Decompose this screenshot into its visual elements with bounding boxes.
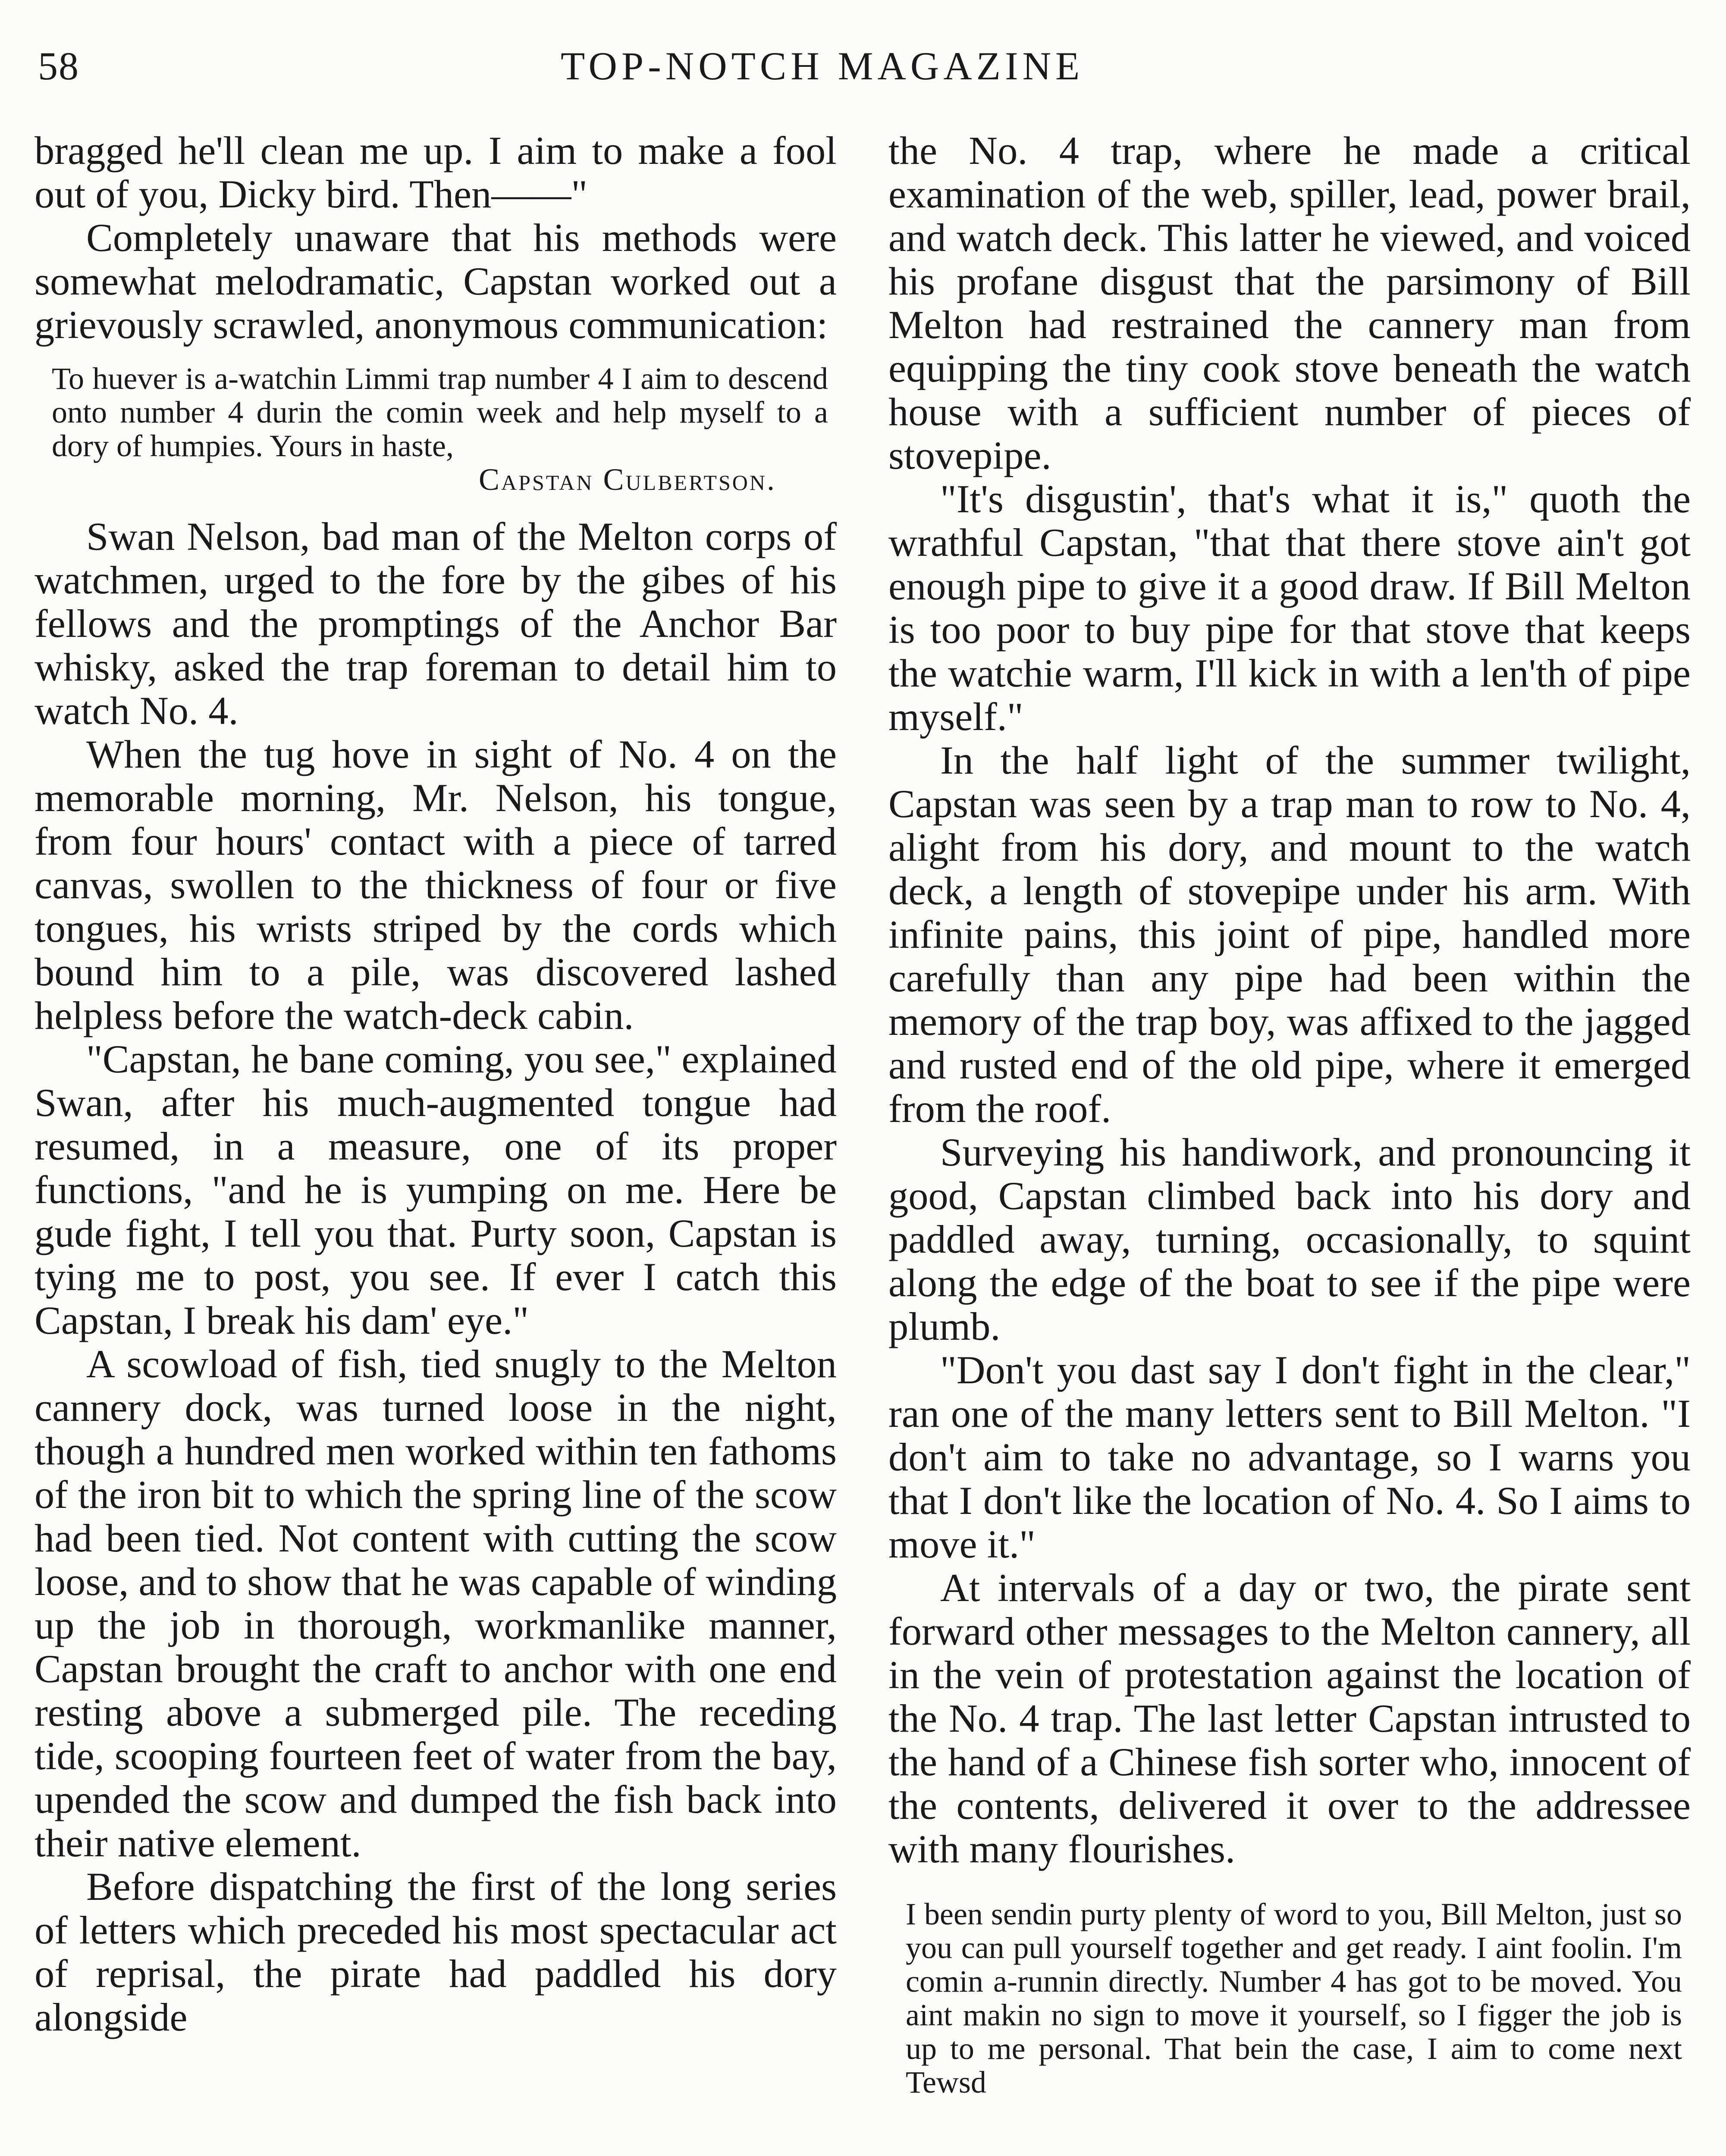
left-column — [35, 129, 837, 2040]
paragraph: "Don't you dast say I don't fight in the clear," ran one of the many letters sent to Bill Melton. "I don't aim to take no advantage, so I warns you that I don't like the location of No. 4. So I aims to move it." — [888, 1348, 1691, 1567]
paragraph: Before dispatching the first of the long series of letters which preceded his most spectacular act of reprisal, the pirate had paddled his dory alongside — [35, 1865, 837, 2040]
letter-text: I been sendin purty plenty of word to you, Bill Melton, just so you can pull yourself together and get ready. I aint foolin. I'm comin a-runnin directly. Number 4 has got to be moved. You aint makin no sign to move it yourself, so I figger the job is up to me personal. That bein the case, I aim to come next Tewsd — [906, 1897, 1682, 2100]
paragraph: A scowload of fish, tied snugly to the Melton cannery dock, was turned loose in the night, though a hundred men worked within ten fathoms of the iron bit to which the spring line of the scow had been tied. Not content with cutting the scow loose, and to show that he was capable of winding up the job in thorough, workmanlike manner, Capstan brought the craft to anchor with one end resting above a submerged pile. The receding tide, scooping fourteen feet of water from the bay, upended the scow and dumped the fish back into their native element. — [35, 1342, 837, 1865]
paragraph: Completely unaware that his methods were somewhat melodramatic, Capstan worked out a grievously scrawled, anonymous communication: — [35, 216, 837, 347]
paragraph: When the tug hove in sight of No. 4 on the memorable morning, Mr. Nelson, his tongue, from four hours' contact with a piece of tarred canvas, swollen to the thickness of four or five tongues, his wrists striped by the cords which bound him to a pile, was discovered lashed helpless before the watch-deck cabin. — [35, 733, 837, 1038]
letter-block — [52, 362, 828, 496]
paragraph: the No. 4 trap, where he made a critical examination of the web, spiller, lead, power brail, and watch deck. This latter he viewed, and voiced his profane disgust that the parsimony of Bill Melton had restrained the cannery man from equipping the tiny cook stove beneath the watch house with a sufficient number of pieces of stovepipe. — [888, 129, 1691, 478]
paragraph: In the half light of the summer twilight, Capstan was seen by a trap man to row to No. 4, alight from his dory, and mount to the watch deck, a length of stovepipe under his arm. With infinite pains, this joint of pipe, handled more carefully than any pipe had been within the memory of the trap boy, was affixed to the jagged and rusted end of the old pipe, where it emerged from the roof. — [888, 739, 1691, 1131]
page-number: 58 — [38, 44, 79, 88]
paragraph: Surveying his handiwork, and pronouncing it good, Capstan climbed back into his dory and paddled away, turning, occasionally, to squint along the edge of the boat to see if the pipe were plumb. — [888, 1131, 1691, 1349]
paragraph: Swan Nelson, bad man of the Melton corps of watchmen, urged to the fore by the gibes of his fellows and the promptings of the Anchor Bar whisky, asked the trap foreman to detail him to watch No. 4. — [35, 515, 837, 733]
running-head: TOP-NOTCH MAGAZINE — [561, 44, 1084, 88]
paragraph: bragged he'll clean me up. I aim to make a fool out of you, Dicky bird. Then——" — [35, 129, 837, 216]
letter-text: To huever is a-watchin Limmi trap number 4 I aim to descend onto number 4 durin the comin week and help myself to a dory of humpies. Yours in haste, — [52, 361, 828, 463]
letter-signature: Capstan Culbertson. — [479, 462, 776, 497]
letter-block — [906, 1897, 1682, 2099]
paragraph: "It's disgustin', that's what it is," quoth the wrathful Capstan, "that that there stove ain't got enough pipe to give it a good draw. If Bill Melton is too poor to buy pipe for that stove that keeps the watchie warm, I'll kick in with a len'th of pipe myself." — [888, 477, 1691, 739]
paragraph: "Capstan, he bane coming, you see," explained Swan, after his much-augmented tongue had resumed, in a measure, one of its proper functions, "and he is yumping on me. Here be gude fight, I tell you that. Purty soon, Capstan is tying me to post, you see. If ever I catch this Capstan, I break his dam' eye." — [35, 1037, 837, 1343]
right-column — [888, 129, 1691, 2118]
paragraph: At intervals of a day or two, the pirate sent forward other messages to the Melton cannery, all in the vein of protestation against the location of the No. 4 trap. The last letter Capstan intrusted to the hand of a Chinese fish sorter who, innocent of the contents, delivered it over to the addressee with many flourishes. — [888, 1566, 1691, 1871]
